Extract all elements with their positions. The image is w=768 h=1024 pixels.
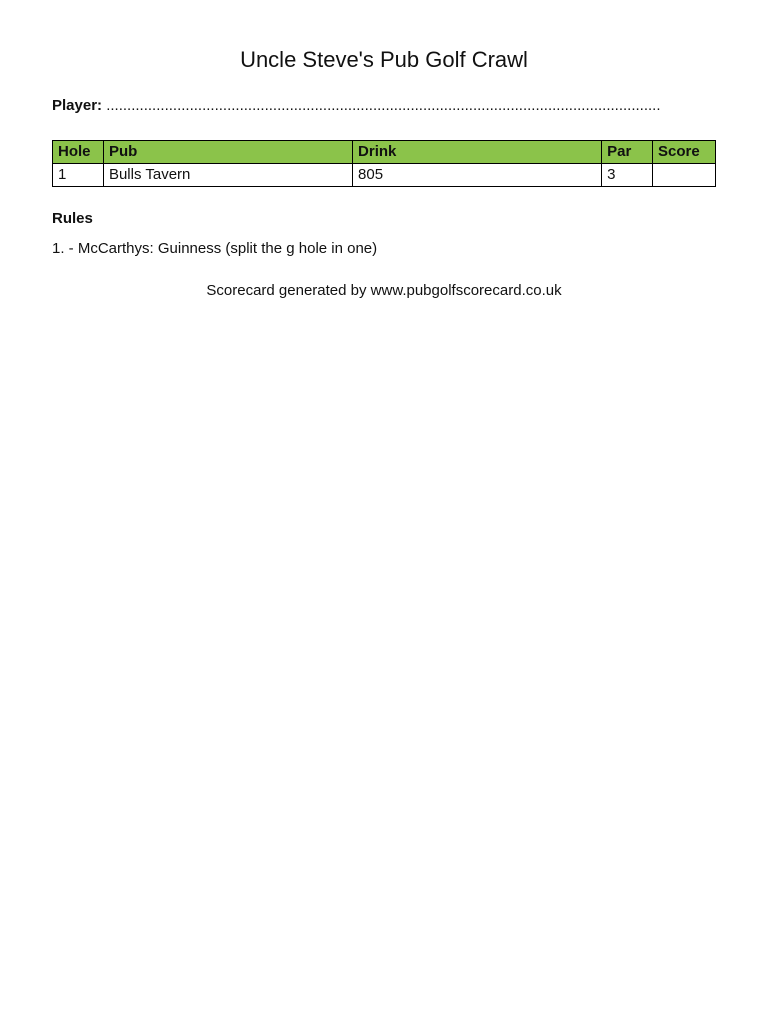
player-line xyxy=(52,97,712,115)
scorecard-table xyxy=(52,140,716,187)
header-score: Score xyxy=(653,141,716,164)
footer-credit: Scorecard generated by www.pubgolfscorecard.co.uk xyxy=(206,282,562,299)
cell-pub: Bulls Tavern xyxy=(103,164,352,187)
header-hole: Hole xyxy=(53,141,104,164)
table-header-row xyxy=(53,141,716,164)
cell-drink: 805 xyxy=(353,164,602,187)
rule-item: 1. - McCarthys: Guinness (split the g hole in one) xyxy=(52,240,378,257)
player-name-blank: ..................................................................................................................................... xyxy=(106,97,661,114)
cell-hole: 1 xyxy=(53,164,104,187)
rules-heading: Rules xyxy=(52,210,93,227)
header-pub: Pub xyxy=(103,141,352,164)
cell-par: 3 xyxy=(602,164,653,187)
player-label: Player: xyxy=(52,97,103,114)
header-drink: Drink xyxy=(353,141,602,164)
cell-score xyxy=(653,164,716,187)
header-par: Par xyxy=(602,141,653,164)
page-title: Uncle Steve's Pub Golf Crawl xyxy=(240,47,528,72)
table-row xyxy=(53,164,716,187)
